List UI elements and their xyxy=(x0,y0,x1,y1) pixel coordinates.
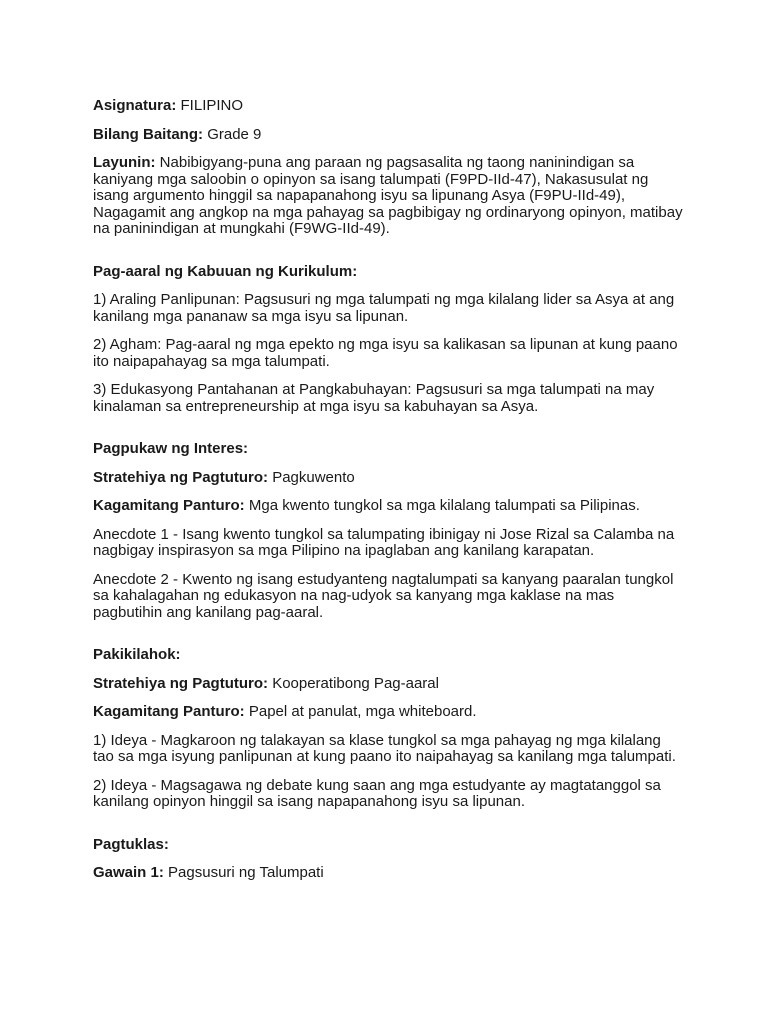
subject-value: FILIPINO xyxy=(180,97,244,114)
participation-materials-line xyxy=(93,704,683,721)
interest-heading-text: Pagpukaw ng Interes: xyxy=(93,440,249,457)
discovery-heading xyxy=(93,837,683,854)
materials-label: Kagamitang Panturo: xyxy=(93,497,245,514)
objective-paragraph xyxy=(93,155,683,238)
discovery-heading-text: Pagtuklas: xyxy=(93,835,169,853)
strategy-label: Stratehiya ng Pagtuturo: xyxy=(93,674,269,692)
interest-heading xyxy=(93,441,683,458)
interest-materials-line xyxy=(93,498,683,515)
curriculum-heading xyxy=(93,264,683,281)
strategy-value: Kooperatibong Pag-aaral xyxy=(272,674,439,692)
anecdote-paragraph: Anecdote 1 - Isang kwento tungkol sa talumpating ibinigay ni Jose Rizal sa Calamba na nagbigay inspirasyon sa mga Pilipino na ipaglaban ang kanilang karapatan. xyxy=(93,525,675,559)
curriculum-item: 2) Agham: Pag-aaral ng mga epekto ng mga isyu sa kalikasan sa lipunan at kung paano ito naipapahayag sa mga talumpati. xyxy=(93,336,678,370)
grade-label: Bilang Baitang: xyxy=(93,125,204,143)
interest-strategy-line xyxy=(93,470,683,487)
idea-paragraph: 2) Ideya - Magsagawa ng debate kung saan ang mga estudyante ay magtatanggol sa kanilang opinyon hinggil sa isang napapanahong isyu sa lipunan. xyxy=(93,776,661,810)
objective-text: Nabibigyang-puna ang paraan ng pagsasalita ng taong naninindigan sa kaniyang mga saloobin o opinyon sa isang talumpati (F9PD-IId-47), Nakasusulat ng isang argumento hinggil sa napapanahong isyu sa lipunang Asya (F9PU-IId-49), Nagagamit ang angkop na mga pahayag sa pagbibigay ng ordinaryong opinyon, matibay na paninindigan at mungkahi (F9WG-IId-49). xyxy=(93,154,683,237)
activity-line xyxy=(93,865,683,882)
participation-strategy-line xyxy=(93,676,683,693)
curriculum-item: 1) Araling Panlipunan: Pagsusuri ng mga talumpati ng mga kilalang lider sa Asya at ang kanilang mga pananaw sa mga isyu sa lipunan. xyxy=(93,291,675,325)
participation-heading-text: Pakikilahok: xyxy=(93,646,181,663)
grade-value: Grade 9 xyxy=(207,125,262,143)
strategy-label: Stratehiya ng Pagtuturo: xyxy=(93,468,269,486)
activity-label: Gawain 1: xyxy=(93,864,164,881)
participation-heading xyxy=(93,647,683,664)
idea-paragraph: 1) Ideya - Magkaroon ng talakayan sa klase tungkol sa mga pahayag ng mga kilalang tao sa mga isyung panlipunan at kung paano ito naipahayag sa kanilang mga talumpati. xyxy=(93,731,676,765)
strategy-value: Pagkuwento xyxy=(272,468,355,486)
objective-label: Layunin: xyxy=(93,154,156,171)
subject-line xyxy=(93,98,683,115)
subject-label: Asignatura: xyxy=(93,97,177,114)
materials-label: Kagamitang Panturo: xyxy=(93,703,245,720)
anecdote-paragraph: Anecdote 2 - Kwento ng isang estudyanteng nagtalumpati sa kanyang paaralan tungkol sa kahalagahan ng edukasyon na nag-udyok sa kanyang mga kaklase na mas pagbutihin ang kanilang pag-aaral. xyxy=(93,570,674,621)
materials-value: Mga kwento tungkol sa mga kilalang talumpati sa Pilipinas. xyxy=(248,497,640,514)
curriculum-item: 3) Edukasyong Pantahanan at Pangkabuhayan: Pagsusuri sa mga talumpati na may kinalaman sa entrepreneurship at mga isyu sa kabuhayan sa Asya. xyxy=(93,381,655,415)
lesson-plan-document xyxy=(93,98,683,894)
curriculum-heading-text: Pag-aaral ng Kabuuan ng Kurikulum: xyxy=(93,262,358,280)
materials-value: Papel at panulat, mga whiteboard. xyxy=(248,703,477,720)
activity-value: Pagsusuri ng Talumpati xyxy=(168,864,324,881)
grade-line xyxy=(93,127,683,144)
